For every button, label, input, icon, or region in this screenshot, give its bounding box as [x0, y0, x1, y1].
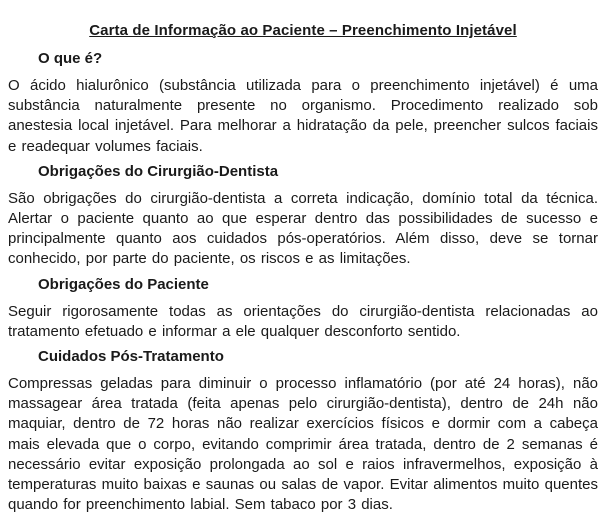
section-heading-dentist-obligations: Obrigações do Cirurgião-Dentista [38, 162, 279, 180]
section-paragraph-post-treatment-care: Compressas geladas para diminuir o processo inflamatório (por até 24 horas), não massagear área tratada (feita apenas pelo cirurgião-dentista), dentro de 24h não maquiar, dentro de 72 horas não realizar exercícios físicos e dormir com a cabeça mais elevada que o corpo, evitando comprimir área tratada, dentro de 2 semanas é necessário evitar exposição prolongada ao sol e raios infravermelhos, exposição à temperaturas muito baixas e saunas ou salas de vapor. Evitar alimentos muito quentes quando for preenchimento labial. Sem tabaco por 3 dias. [8, 375, 598, 514]
section-patient-obligations [8, 275, 598, 342]
section-paragraph-dentist-obligations: São obrigações do cirurgião-dentista a correta indicação, domínio total da técnica. Alertar o paciente quanto ao que esperar dentro das possibilidades de sucesso e principalmente quanto aos cuidados pós-operatórios. Além disso, deve se tornar conhecido, por parte do paciente, os riscos e as limitações. [8, 189, 598, 268]
section-paragraph-what-is-it: O ácido hialurônico (substância utilizada para o preenchimento injetável) é uma substância naturalmente presente no organismo. Procedimento realizado sob anestesia local injetável. Para melhorar a hidratação da pele, preencher sulcos faciais e readequar volumes faciais. [8, 77, 598, 155]
document-title: Carta de Informação ao Paciente – Preenchimento Injetável [89, 22, 517, 39]
section-paragraph-patient-obligations: Seguir rigorosamente todas as orientações do cirurgião-dentista relacionadas ao tratamento efetuado e informar a ele qualquer desconforto sentido. [8, 302, 598, 340]
section-heading-post-treatment-care: Cuidados Pós-Tratamento [38, 348, 224, 366]
section-heading-patient-obligations: Obrigações do Paciente [38, 275, 209, 293]
section-what-is-it [8, 49, 598, 157]
section-post-treatment-care [8, 347, 598, 515]
section-heading-what-is-it: O que é? [38, 50, 103, 67]
section-dentist-obligations [8, 162, 598, 270]
